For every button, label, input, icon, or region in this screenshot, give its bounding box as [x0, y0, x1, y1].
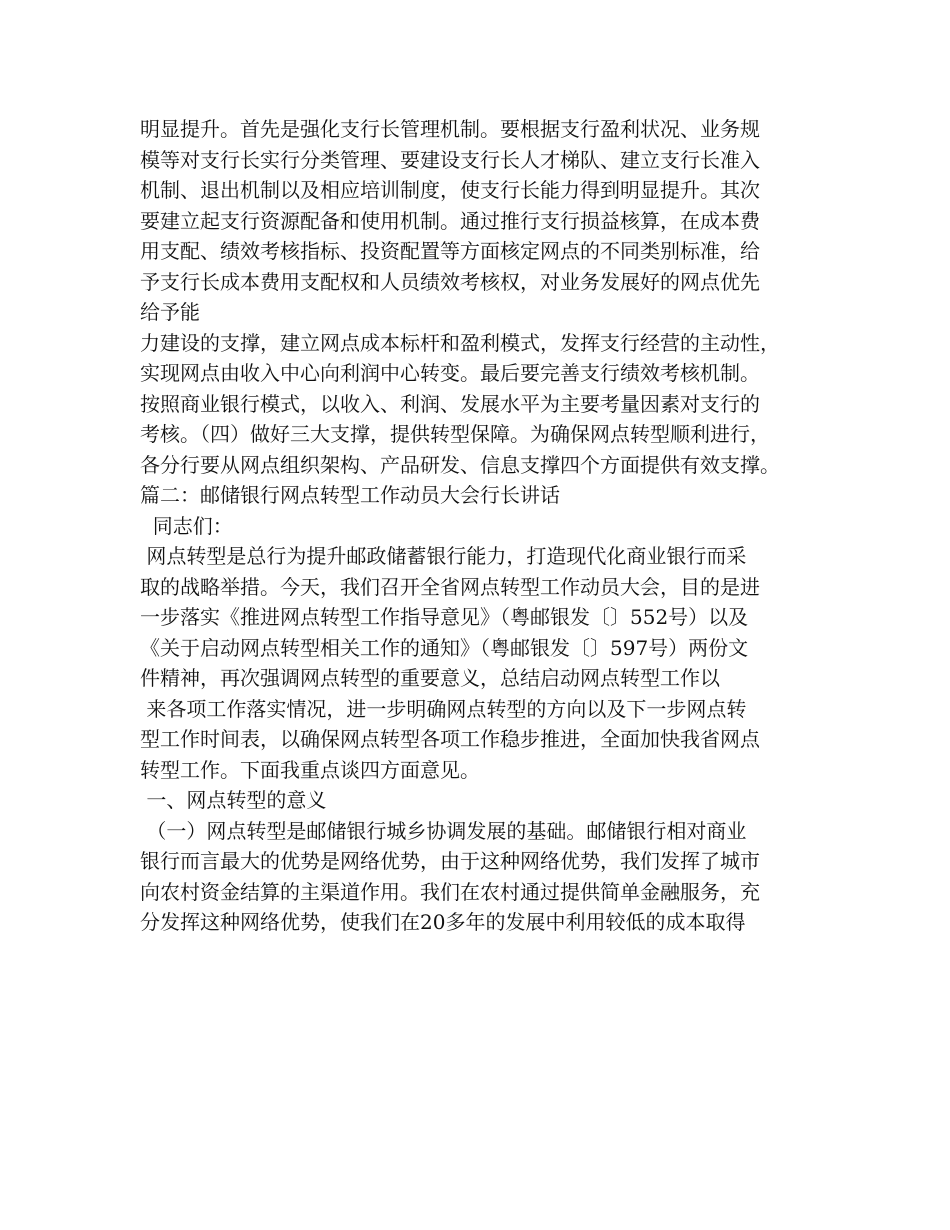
text-line: 转型工作。下面我重点谈四方面意见。: [140, 757, 480, 782]
text-line: 取的战略举措。今天，我们召开全省网点转型工作动员大会，目的是进: [140, 574, 760, 599]
text-line: 按照商业银行模式，以收入、利润、发展水平为主要考量因素对支行的: [140, 391, 760, 416]
text-line: 来各项工作落实情况，进一步明确网点转型的方向以及下一步网点转: [140, 696, 747, 721]
text-line: 实现网点由收入中心向利润中心转变。最后要完善支行绩效考核机制。: [140, 361, 760, 385]
text-line: 各分行要从网点组织架构、产品研发、信息支撑四个方面提供有效支撑。: [140, 452, 780, 477]
text-line: 一步落实《推进网点转型工作指导意见》（粤邮银发〔〕552号）以及: [140, 605, 749, 629]
text-line: 用支配、绩效考核指标、投资配置等方面核定网点的不同类别标准，给: [140, 239, 760, 263]
subsection-heading: 一、网点转型的意义: [140, 788, 327, 812]
text-line: 《关于启动网点转型相关工作的通知》（粤邮银发〔〕597号）两份文: [140, 635, 749, 660]
text-line: 给予能: [140, 300, 200, 324]
text-line: 银行而言最大的优势是网络优势，由于这种网络优势，我们发挥了城市: [140, 849, 760, 873]
text-line: 分发挥这种网络优势，使我们在20多年的发展中利用较低的成本取得: [140, 910, 746, 934]
text-line: 网点转型是总行为提升邮政储蓄银行能力，打造现代化商业银行而采: [140, 544, 747, 568]
text-line: 明显提升。首先是强化支行长管理机制。要根据支行盈利状况、业务规: [140, 117, 760, 141]
section-heading: 篇二：邮储银行网点转型工作动员大会行长讲话: [140, 483, 560, 507]
text-line: 模等对支行长实行分类管理、要建设支行长人才梯队、建立支行长准入: [140, 147, 760, 172]
salutation: 同志们：: [140, 513, 233, 538]
text-line: 力建设的支撑，建立网点成本标杆和盈利模式，发挥支行经营的主动性，: [140, 330, 780, 355]
text-line: （一）网点转型是邮储银行城乡协调发展的基础。邮储银行相对商业: [140, 818, 747, 843]
text-line: 型工作时间表，以确保网点转型各项工作稳步推进，全面加快我省网点: [140, 727, 760, 751]
text-line: 要建立起支行资源配备和使用机制。通过推行支行损益核算，在成本费: [140, 208, 760, 233]
text-line: 件精神，再次强调网点转型的重要意义，总结启动网点转型工作以: [140, 666, 720, 690]
text-line: 予支行长成本费用支配权和人员绩效考核权，对业务发展好的网点优先: [140, 269, 760, 294]
document-body: [140, 114, 840, 938]
text-line: 考核。（四）做好三大支撑，提供转型保障。为确保网点转型顺利进行，: [140, 422, 770, 446]
text-line: 机制、退出机制以及相应培训制度，使支行长能力得到明显提升。其次: [140, 178, 760, 202]
text-line: 向农村资金结算的主渠道作用。我们在农村通过提供简单金融服务，充: [140, 879, 760, 904]
